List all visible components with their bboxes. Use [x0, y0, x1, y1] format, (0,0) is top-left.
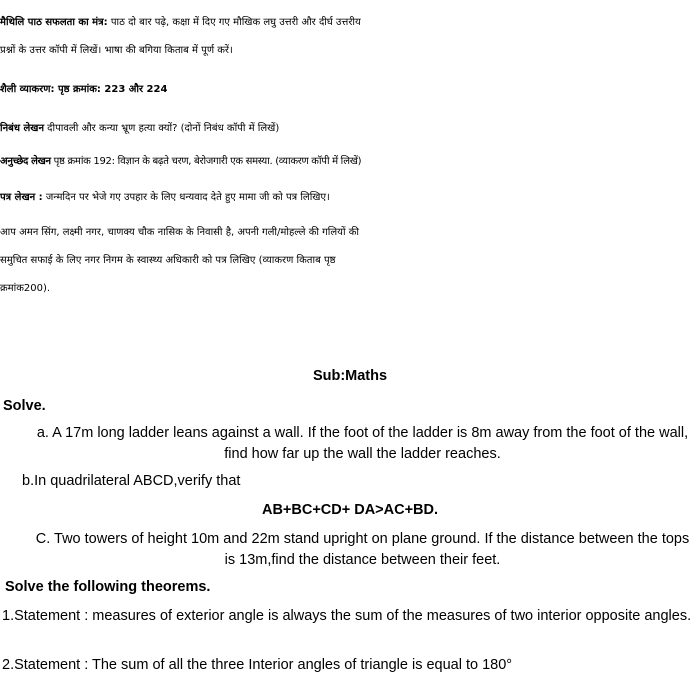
maithili-text: पाठ दो बार पढ़े, कक्षा में दिए गए मौखिक लघु उत्तरी और दीर्घ उत्तरीय: [107, 17, 361, 28]
hindi-line-1: [0, 10, 700, 36]
anuchhed-text: पृष्ठ क्रमांक 192: विज्ञान के बढ़ते चरण, बेरोजगारी एक समस्या. (व्याकरण कॉपी में लिखें): [50, 156, 362, 167]
solve-heading: Solve.: [3, 398, 46, 414]
nibandh-text: दीपावली और कन्या भ्रूण हत्या क्यों? (दोनों निबंध कॉपी में लिखें): [44, 123, 280, 134]
patra-line: [0, 185, 700, 211]
anuchhed-line: [0, 149, 700, 175]
anuchhed-label: अनुच्छेद लेखन: [0, 156, 51, 167]
subject-heading: Sub:Maths: [312, 368, 388, 384]
nibandh-line: [0, 116, 700, 142]
question-c: C. Two towers of height 10m and 22m stand upright on plane ground. If the distance between the tops is 13m,find the distance between their feet.: [35, 531, 690, 568]
statement-2: 2.Statement : The sum of all the three Interior angles of triangle is equal to 180°: [2, 657, 513, 673]
hindi-line-9: क्रमांक200).: [0, 283, 51, 294]
statement-1: 1.Statement : measures of exterior angle is always the sum of the measures of two interior opposite angles.: [2, 608, 692, 624]
maithili-label: मैथिलि पाठ सफलता का मंत्र:: [0, 17, 108, 28]
nibandh-label: निबंध लेखन: [0, 123, 44, 134]
patra-label: पत्र लेखन :: [0, 192, 43, 203]
shaili-vyakaran-line: शैली व्याकरण: पृष्ठ क्रमांक: 223 और 224: [0, 84, 168, 95]
question-a: a. A 17m long ladder leans against a wall. If the foot of the ladder is 8m away from the foot of the wall, find how far up the wall the ladder reaches.: [36, 425, 689, 462]
question-b: b.In quadrilateral ABCD,verify that: [22, 473, 241, 489]
question-b-equation: AB+BC+CD+ DA>AC+BD.: [261, 502, 439, 518]
hindi-line-2: प्रश्नों के उत्तर कॉपी में लिखें। भाषा की बगिया किताब में पूर्ण करें।: [0, 45, 233, 56]
hindi-line-8: समुचित सफाई के लिए नगर निगम के स्वास्थ्य अधिकारी को पत्र लिखिए (व्याकरण किताब पृष्ठ: [0, 255, 336, 266]
theorems-heading: Solve the following theorems.: [5, 579, 211, 595]
patra-text: जन्मदिन पर भेजे गए उपहार के लिए धन्यवाद देते हुए मामा जी को पत्र लिखिए।: [42, 192, 330, 203]
hindi-line-7: आप अमन सिंग, लक्ष्मी नगर, चाणक्य चौक नासिक के निवासी है, अपनी गली/मोहल्ले की गलियों की: [0, 227, 360, 238]
